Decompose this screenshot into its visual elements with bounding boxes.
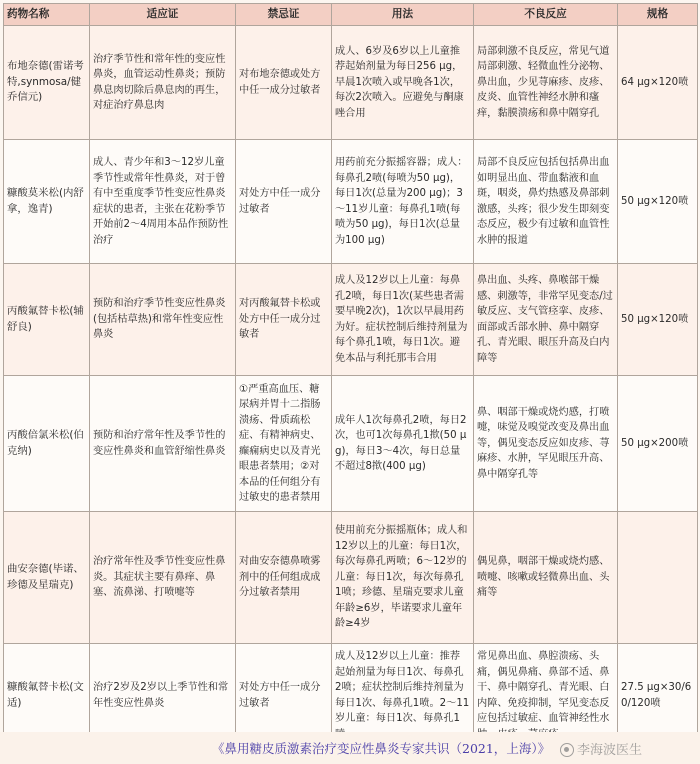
indication-cell: 预防和治疗常年性及季节性的变应性鼻炎和血管舒缩性鼻炎	[90, 376, 236, 512]
specification-cell: 64 μg×120喷	[618, 26, 698, 140]
adverse-reaction-cell: 偶见鼻，咽部干燥或烧灼感、喷嚏、咳嗽或轻微鼻出血、头痛等	[474, 512, 618, 644]
table-row	[4, 376, 698, 512]
adverse-reaction-cell: 鼻出血、头疼、鼻喉部干燥感、刺激等，非常罕见变态/过敏反应、支气管痉挛、皮疹、面部或舌部水肿、鼻中隔穿孔、青光眼、眼压升高及白内障等	[474, 264, 618, 376]
header-drug-name: 药物名称	[4, 4, 90, 26]
table-row	[4, 264, 698, 376]
table-row	[4, 26, 698, 140]
weibo-icon	[560, 743, 574, 757]
drug-name-cell: 丙酸倍氯米松(伯克纳)	[4, 376, 90, 512]
header-adverse-reaction: 不良反应	[474, 4, 618, 26]
source-citation: 《鼻用糖皮质激素治疗变应性鼻炎专家共识（2021，上海）》	[212, 741, 551, 756]
specification-cell: 50 μg×120喷	[618, 140, 698, 264]
drug-name-cell: 糠酸莫米松(内舒拿，逸青)	[4, 140, 90, 264]
header-usage: 用法	[332, 4, 474, 26]
specification-cell: 50 μg×120喷	[618, 264, 698, 376]
contraindication-cell: 对处方中任一成分过敏者	[236, 140, 332, 264]
indication-cell: 治疗季节性和常年性的变应性鼻炎，血管运动性鼻炎；预防鼻息肉切除后鼻息肉的再生，对症治疗鼻息肉	[90, 26, 236, 140]
usage-cell: 成人及12岁以上儿童：每鼻孔2喷，每日1次(某些患者需要早晚2次)，1次以早晨用药为好。症状控制后维持剂量为每个鼻孔1喷，每日1次。避免本品与利托那韦合用	[332, 264, 474, 376]
drug-table-frame	[3, 3, 697, 728]
adverse-reaction-cell: 局部刺激不良反应，常见气道局部刺激、轻微血性分泌物、鼻出血，少见荨麻疹、皮疹、皮炎、血管性神经水肿和瘙痒，黏膜溃疡和鼻中隔穿孔	[474, 26, 618, 140]
indication-cell: 预防和治疗季节性变应性鼻炎(包括枯草热)和常年性变应性鼻炎	[90, 264, 236, 376]
drug-name-cell: 丙酸氟替卡松(辅舒良)	[4, 264, 90, 376]
drug-name-cell: 糠酸氟替卡松(文适)	[4, 644, 90, 748]
header-contraindication: 禁忌证	[236, 4, 332, 26]
specification-cell: 27.5 μg×30/60/120喷	[618, 644, 698, 748]
adverse-reaction-cell: 鼻、咽部干燥或烧灼感，打喷嚏，味觉及嗅觉改变及鼻出血等，偶见变态反应如皮疹、荨麻疹、水肿，罕见眼压升高、鼻中隔穿孔等	[474, 376, 618, 512]
drug-name-cell: 曲安奈德(毕诺、珍德及星瑞克)	[4, 512, 90, 644]
footer	[0, 732, 700, 764]
contraindication-cell: 对处方中任一成分过敏者	[236, 644, 332, 748]
adverse-reaction-cell: 常见鼻出血、鼻腔溃疡、头痛，偶见鼻痛、鼻部不适、鼻干、鼻中隔穿孔、青光眼、白内障、免疫抑制，罕见变态反应包括过敏症、血管神经性水	[474, 644, 618, 748]
usage-cell: 成年人1次每鼻孔2喷，每日2次，也可1次每鼻孔1揿(50 μg)，每日3～4次，每日总量不超过8揿(400 μg)	[332, 376, 474, 512]
usage-cell: 用药前充分振摇容器；成人：每鼻孔2喷(每喷为50 μg)，每日1次(总量为200 μg)；3～11岁儿童：每鼻孔1喷(每喷为50 μg)，每日1次(总量为100 μg)	[332, 140, 474, 264]
usage-cell: 成人、6岁及6岁以上儿童推荐起始剂量为每日256 μg，早晨1次喷入或早晚各1次，每次2次喷入。应避免与酮康唑合用	[332, 26, 474, 140]
indication-cell: 治疗常年性及季节性变应性鼻炎。其症状主要有鼻痒、鼻塞、流鼻涕、打喷嚏等	[90, 512, 236, 644]
drug-comparison-table	[3, 3, 698, 748]
specification-cell: 50 μg×200喷	[618, 376, 698, 512]
watermark-text: 李海波医生	[577, 743, 643, 758]
usage-cell: 使用前充分振摇瓶体；成人和12岁以上的儿童：每日1次，每次每鼻孔两喷；6～12岁的儿童：每日1次，每次每鼻孔1喷；珍德、星瑞克要求儿童年龄≥6岁，毕诺要求儿童年龄≥4岁	[332, 512, 474, 644]
specification-cell	[618, 512, 698, 644]
indication-cell: 成人、青少年和3～12岁儿童季节性或常年性鼻炎，对于曾有中至重度季节性变应性鼻炎症状的患者，主张在花粉季节开始前2～4周用本品作预防性治疗	[90, 140, 236, 264]
table-row	[4, 140, 698, 264]
table-header-row	[4, 4, 698, 26]
table-row	[4, 512, 698, 644]
usage-cell: 成人及12岁以上儿童：推荐起始剂量为每日1次、每鼻孔2喷；症状控制后维持剂量为每日1次、每鼻孔1喷。2～11岁儿童：每日1次、每鼻孔1	[332, 644, 474, 748]
adverse-reaction-cell: 局部不良反应包括包括鼻出血如明显出血、带血黏液和血斑，咽炎，鼻灼热感及鼻部刺激感，头疼；很少发生即刻变态反应，极少有过敏和血管性水肿的报道	[474, 140, 618, 264]
contraindication-cell: 对丙酸氟替卡松或处方中任一成分过敏者	[236, 264, 332, 376]
drug-name-cell: 布地奈德(雷诺考特,synmosa/健乔信元)	[4, 26, 90, 140]
contraindication-cell: ①严重高血压、糖尿病并胃十二指肠溃疡、骨质疏松症、有精神病史、癫痫病史以及青光眼患者禁用；②对本品的任何组分有过敏史的患者禁用	[236, 376, 332, 512]
contraindication-cell: 对曲安奈德鼻喷雾剂中的任何组成成分过敏者禁用	[236, 512, 332, 644]
contraindication-cell: 对布地奈德或处方中任一成分过敏者	[236, 26, 332, 140]
header-specification: 规格	[618, 4, 698, 26]
header-indication: 适应证	[90, 4, 236, 26]
watermark	[560, 739, 642, 758]
indication-cell: 治疗2岁及2岁以上季节性和常年性变应性鼻炎	[90, 644, 236, 748]
